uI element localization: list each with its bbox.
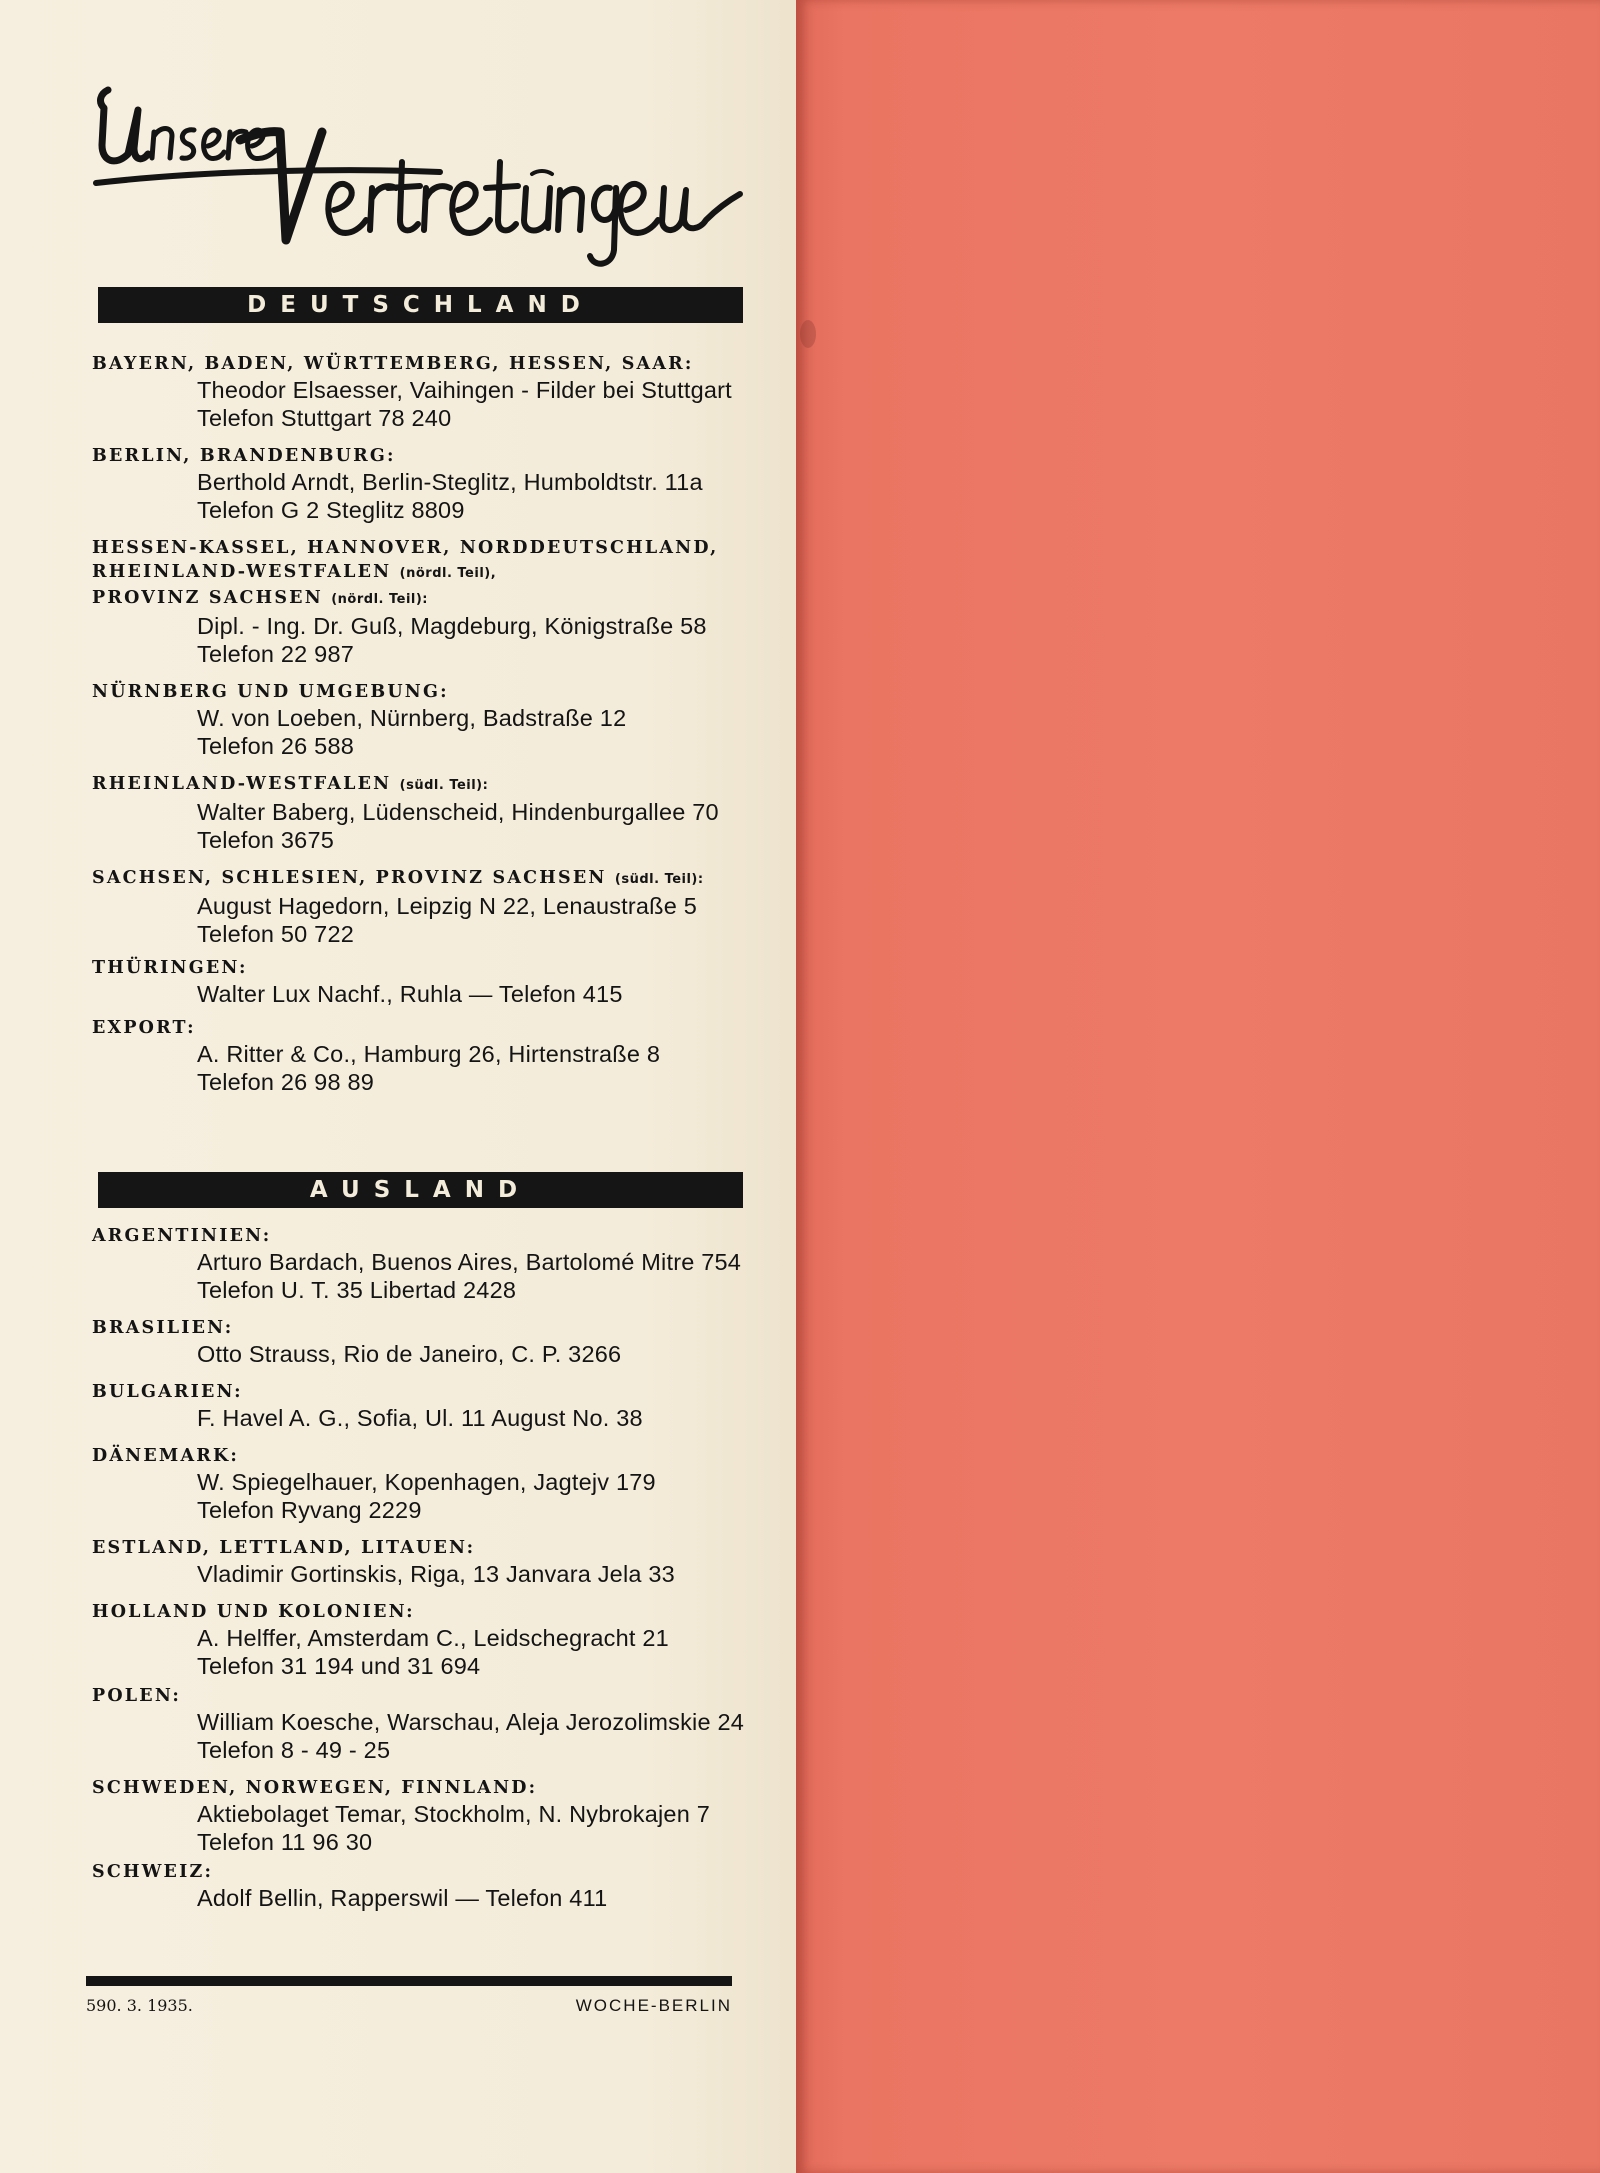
list-item — [92, 956, 732, 1008]
list-item — [92, 586, 732, 668]
address-line: W. Spiegelhauer, Kopenhagen, Jagtejv 179 — [197, 1469, 656, 1495]
list-item — [92, 1600, 744, 1680]
list-item — [92, 1316, 744, 1368]
phone-line: Telefon 3675 — [197, 827, 334, 853]
address-line: Adolf Bellin, Rapperswil — Telefon 411 — [197, 1885, 608, 1911]
region-label: EXPORT: — [92, 1018, 196, 1038]
region-label: DÄNEMARK: — [92, 1446, 240, 1466]
address-line: Berthold Arndt, Berlin-Steglitz, Humboldtstr. 11a — [197, 469, 703, 495]
region-label — [92, 586, 732, 612]
list-item — [92, 352, 732, 432]
region-label: ARGENTINIEN: — [92, 1226, 272, 1246]
list-item — [92, 1684, 744, 1764]
region-label: ESTLAND, LETTLAND, LITAUEN: — [92, 1538, 476, 1558]
region-label: BRASILIEN: — [92, 1318, 234, 1338]
phone-line: Telefon 26 98 89 — [197, 1069, 374, 1095]
region-label — [92, 866, 732, 892]
region-name: RHEINLAND-WESTFALEN — [92, 562, 392, 582]
address-line: Vladimir Gortinskis, Riga, 13 Janvara Jela 33 — [197, 1561, 675, 1587]
printer-name: WOCHE-BERLIN — [575, 1996, 732, 2015]
phone-line: Telefon 26 588 — [197, 733, 354, 759]
list-item — [92, 1536, 744, 1588]
list-item — [92, 444, 732, 524]
script-title-logo — [90, 70, 790, 280]
phone-line: Telefon Stuttgart 78 240 — [197, 405, 452, 431]
address-line: F. Havel A. G., Sofia, Ul. 11 August No. 38 — [197, 1405, 643, 1431]
address-line: Walter Baberg, Lüdenscheid, Hindenburgallee 70 — [197, 799, 719, 825]
phone-line: Telefon Ryvang 2229 — [197, 1497, 422, 1523]
phone-line: Telefon 22 987 — [197, 641, 354, 667]
address-line: Otto Strauss, Rio de Janeiro, C. P. 3266 — [197, 1341, 622, 1367]
address-line: Walter Lux Nachf., Ruhla — Telefon 415 — [197, 981, 623, 1007]
phone-line: Telefon 31 194 und 31 694 — [197, 1653, 481, 1679]
script-title — [90, 70, 790, 280]
region-label — [92, 560, 732, 586]
address-line: W. von Loeben, Nürnberg, Badstraße 12 — [197, 705, 627, 731]
list-item — [92, 772, 732, 854]
list-item — [92, 560, 732, 586]
region-label: POLEN: — [92, 1686, 182, 1706]
region-label: BERLIN, BRANDENBURG: — [92, 446, 396, 466]
section-heading-deutschland: DEUTSCHLAND — [98, 287, 743, 323]
red-cover-page — [796, 0, 1600, 2173]
region-label: NÜRNBERG UND UMGEBUNG: — [92, 682, 449, 702]
list-item — [92, 866, 732, 948]
address-line: Theodor Elsaesser, Vaihingen - Filder bei Stuttgart — [197, 377, 732, 403]
address-line: Dipl. - Ing. Dr. Guß, Magdeburg, Königstraße 58 — [197, 613, 707, 639]
phone-line: Telefon 50 722 — [197, 921, 354, 947]
region-label: BULGARIEN: — [92, 1382, 243, 1402]
list-item — [92, 1380, 744, 1432]
region-note: (nördl. Teil): — [331, 592, 428, 607]
address-line: A. Helffer, Amsterdam C., Leidschegracht 21 — [197, 1625, 669, 1651]
phone-line: Telefon U. T. 35 Libertad 2428 — [197, 1277, 517, 1303]
abroad-list — [92, 1224, 744, 1912]
list-item — [92, 1224, 744, 1304]
phone-line: Telefon 11 96 30 — [197, 1829, 373, 1855]
region-label: BAYERN, BADEN, WÜRTTEMBERG, HESSEN, SAAR: — [92, 354, 694, 374]
print-code: 590. 3. 1935. — [86, 1996, 193, 2015]
list-item — [92, 1860, 744, 1912]
address-line: August Hagedorn, Leipzig N 22, Lenaustraße 5 — [197, 893, 698, 919]
address-line: Aktiebolaget Temar, Stockholm, N. Nybrokajen 7 — [197, 1801, 710, 1827]
footer-rule — [86, 1976, 732, 1986]
fold-stain — [800, 320, 816, 348]
phone-line: Telefon 8 - 49 - 25 — [197, 1737, 391, 1763]
list-item — [92, 1016, 732, 1096]
region-label: SCHWEIZ: — [92, 1862, 214, 1882]
phone-line: Telefon G 2 Steglitz 8809 — [197, 497, 465, 523]
region-name: SACHSEN, SCHLESIEN, PROVINZ SACHSEN — [92, 868, 607, 888]
region-label: THÜRINGEN: — [92, 958, 248, 978]
address-line: A. Ritter & Co., Hamburg 26, Hirtenstraße 8 — [197, 1041, 661, 1067]
list-item — [92, 1776, 744, 1856]
address-line: Arturo Bardach, Buenos Aires, Bartolomé Mitre 754 — [197, 1249, 742, 1275]
region-note: (südl. Teil): — [614, 872, 704, 887]
list-item — [92, 536, 732, 560]
region-label: HESSEN-KASSEL, HANNOVER, NORDDEUTSCHLAND, — [92, 538, 719, 558]
region-name: PROVINZ SACHSEN — [92, 588, 323, 608]
region-label: HOLLAND UND KOLONIEN: — [92, 1602, 415, 1622]
region-label — [92, 772, 732, 798]
region-note: (nördl. Teil), — [399, 566, 497, 581]
region-name: RHEINLAND-WESTFALEN — [92, 774, 392, 794]
list-item — [92, 680, 732, 760]
region-label: SCHWEDEN, NORWEGEN, FINNLAND: — [92, 1778, 538, 1798]
list-item — [92, 1444, 744, 1524]
region-note: (südl. Teil): — [399, 778, 489, 793]
germany-list — [92, 352, 732, 1096]
address-line: William Koesche, Warschau, Aleja Jerozolimskie 24 — [197, 1709, 745, 1735]
section-heading-ausland: AUSLAND — [98, 1172, 743, 1208]
